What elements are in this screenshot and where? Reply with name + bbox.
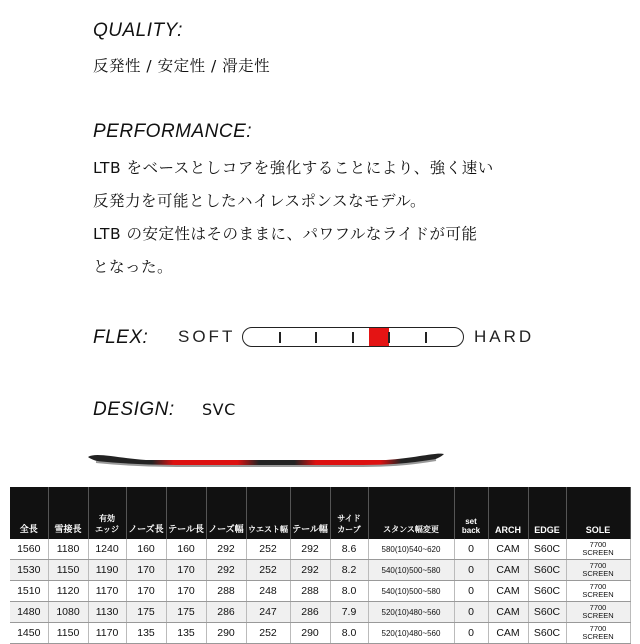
spec-header-cell: ARCH bbox=[488, 487, 528, 539]
spec-cell: 1530 bbox=[10, 560, 48, 581]
spec-header-cell: テール長 bbox=[166, 487, 206, 539]
spec-cell: 1450 bbox=[10, 623, 48, 644]
spec-cell: 292 bbox=[206, 539, 246, 560]
performance-line: LTB をベースとしコアを強化することにより、強く速い bbox=[93, 159, 494, 177]
spec-cell: 7700 SCREEN bbox=[566, 560, 630, 581]
spec-cell: 170 bbox=[126, 560, 166, 581]
spec-cell: S60C bbox=[528, 602, 566, 623]
spec-cell: 247 bbox=[246, 602, 290, 623]
spec-cell: 0 bbox=[454, 560, 488, 581]
spec-cell: S60C bbox=[528, 539, 566, 560]
spec-cell: 520(10)480~560 bbox=[368, 602, 454, 623]
spec-cell: 1480 bbox=[10, 602, 48, 623]
spec-cell: 8.0 bbox=[330, 581, 368, 602]
spec-cell: 8.0 bbox=[330, 623, 368, 644]
spec-cell: 1080 bbox=[48, 602, 88, 623]
flex-scale bbox=[242, 327, 464, 347]
spec-cell: 1130 bbox=[88, 602, 126, 623]
spec-cell: 540(10)500~580 bbox=[368, 581, 454, 602]
flex-tick bbox=[388, 332, 390, 343]
spec-cell: 7700 SCREEN bbox=[566, 602, 630, 623]
performance-line: LTB の安定性はそのままに、パワフルなライドが可能 bbox=[93, 225, 478, 243]
spec-header-row bbox=[10, 487, 630, 539]
performance-heading: PERFORMANCE: bbox=[93, 121, 253, 142]
flex-marker bbox=[369, 328, 389, 346]
flex-tick bbox=[425, 332, 427, 343]
spec-cell: 1510 bbox=[10, 581, 48, 602]
spec-cell: 135 bbox=[166, 623, 206, 644]
performance-line: 反発力を可能としたハイレスポンスなモデル。 bbox=[93, 192, 427, 210]
spec-cell: 290 bbox=[206, 623, 246, 644]
spec-header-cell: EDGE bbox=[528, 487, 566, 539]
quality-text: 反発性 / 安定性 / 滑走性 bbox=[93, 57, 271, 75]
spec-cell: 7700 SCREEN bbox=[566, 539, 630, 560]
flex-tick bbox=[279, 332, 281, 343]
spec-header-cell: スタンス幅変更 bbox=[368, 487, 454, 539]
spec-cell: 170 bbox=[126, 581, 166, 602]
snowboard-profile-image bbox=[86, 448, 446, 472]
spec-cell: 288 bbox=[206, 581, 246, 602]
spec-cell: 0 bbox=[454, 539, 488, 560]
spec-cell: 7700 SCREEN bbox=[566, 581, 630, 602]
spec-cell: 175 bbox=[126, 602, 166, 623]
spec-cell: 292 bbox=[290, 560, 330, 581]
spec-table-row bbox=[10, 623, 630, 644]
spec-cell: CAM bbox=[488, 560, 528, 581]
spec-table-row bbox=[10, 581, 630, 602]
spec-table-row bbox=[10, 539, 630, 560]
spec-cell: CAM bbox=[488, 581, 528, 602]
flex-hard-label: HARD bbox=[474, 327, 535, 346]
spec-cell: 252 bbox=[246, 539, 290, 560]
performance-line: となった。 bbox=[93, 258, 174, 276]
spec-cell: 7.9 bbox=[330, 602, 368, 623]
spec-header-cell: テール幅 bbox=[290, 487, 330, 539]
spec-cell: 248 bbox=[246, 581, 290, 602]
spec-cell: S60C bbox=[528, 623, 566, 644]
spec-header-cell: 有効 エッジ bbox=[88, 487, 126, 539]
design-value: SVC bbox=[202, 400, 236, 419]
spec-header-cell: ウエスト幅 bbox=[246, 487, 290, 539]
spec-cell: 160 bbox=[166, 539, 206, 560]
spec-cell: 1170 bbox=[88, 623, 126, 644]
spec-cell: 0 bbox=[454, 602, 488, 623]
spec-header-cell: ノーズ長 bbox=[126, 487, 166, 539]
spec-cell: 8.2 bbox=[330, 560, 368, 581]
spec-cell: 520(10)480~560 bbox=[368, 623, 454, 644]
spec-table bbox=[10, 487, 631, 644]
spec-cell: 160 bbox=[126, 539, 166, 560]
spec-cell: 175 bbox=[166, 602, 206, 623]
spec-cell: 170 bbox=[166, 581, 206, 602]
spec-cell: 0 bbox=[454, 623, 488, 644]
spec-cell: S60C bbox=[528, 581, 566, 602]
spec-cell: 292 bbox=[290, 539, 330, 560]
spec-header-cell: サイド カーブ bbox=[330, 487, 368, 539]
spec-cell: CAM bbox=[488, 623, 528, 644]
spec-cell: 8.6 bbox=[330, 539, 368, 560]
spec-cell: 1150 bbox=[48, 623, 88, 644]
spec-header-cell: SOLE bbox=[566, 487, 630, 539]
flex-soft-label: SOFT bbox=[178, 327, 236, 346]
spec-cell: CAM bbox=[488, 539, 528, 560]
spec-cell: 290 bbox=[290, 623, 330, 644]
spec-cell: 0 bbox=[454, 581, 488, 602]
spec-cell: 252 bbox=[246, 560, 290, 581]
spec-header-cell: 全長 bbox=[10, 487, 48, 539]
spec-cell: 7700 SCREEN bbox=[566, 623, 630, 644]
spec-header-cell: 雪接長 bbox=[48, 487, 88, 539]
spec-cell: 288 bbox=[290, 581, 330, 602]
spec-cell: 1150 bbox=[48, 560, 88, 581]
spec-header-cell: ノーズ幅 bbox=[206, 487, 246, 539]
design-heading: DESIGN: bbox=[93, 399, 175, 420]
spec-cell: 1240 bbox=[88, 539, 126, 560]
spec-table-row bbox=[10, 560, 630, 581]
quality-heading: QUALITY: bbox=[93, 20, 183, 41]
spec-cell: 580(10)540~620 bbox=[368, 539, 454, 560]
spec-cell: 1120 bbox=[48, 581, 88, 602]
performance-description bbox=[93, 152, 613, 284]
spec-cell: 1560 bbox=[10, 539, 48, 560]
flex-tick bbox=[352, 332, 354, 343]
spec-cell: 540(10)500~580 bbox=[368, 560, 454, 581]
flex-tick bbox=[315, 332, 317, 343]
spec-cell: 286 bbox=[290, 602, 330, 623]
spec-cell: 135 bbox=[126, 623, 166, 644]
spec-cell: 1190 bbox=[88, 560, 126, 581]
spec-cell: 1170 bbox=[88, 581, 126, 602]
spec-cell: 286 bbox=[206, 602, 246, 623]
flex-heading: FLEX: bbox=[93, 327, 149, 348]
spec-cell: 292 bbox=[206, 560, 246, 581]
spec-cell: 170 bbox=[166, 560, 206, 581]
spec-cell: S60C bbox=[528, 560, 566, 581]
spec-cell: CAM bbox=[488, 602, 528, 623]
spec-cell: 252 bbox=[246, 623, 290, 644]
spec-table-row bbox=[10, 602, 630, 623]
spec-header-cell: set back bbox=[454, 487, 488, 539]
spec-cell: 1180 bbox=[48, 539, 88, 560]
